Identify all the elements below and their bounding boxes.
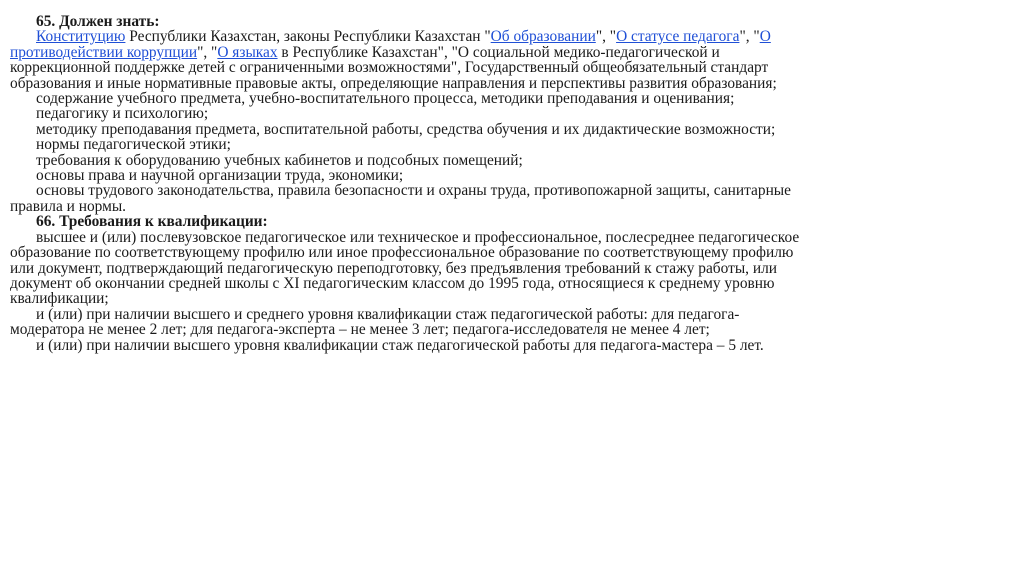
link-law-education[interactable]: Об образовании bbox=[490, 28, 596, 46]
section-66-paragraph-line: квалификации; bbox=[10, 290, 109, 308]
list-item-continuation: правила и нормы. bbox=[10, 197, 127, 215]
document-page bbox=[10, 14, 1010, 353]
section-65-heading: 65. Должен знать: bbox=[36, 13, 160, 30]
section-66-paragraph-line: высшее и (или) послевузовское педагогическое или техническое и профессиональное, послесреднее педагогическое bbox=[36, 228, 800, 246]
section-66-paragraph-line: документ об окончании средней школы с XI педагогическим классом до 1995 года, относящиеся к среднему уровню bbox=[10, 274, 775, 292]
list-item: педагогику и психологию; bbox=[36, 105, 209, 123]
link-law-anticorruption-part1[interactable]: О bbox=[759, 28, 771, 46]
section-66-heading: 66. Требования к квалификации: bbox=[36, 213, 268, 231]
section-65-paragraph-line-4: образования и иные нормативные правовые акты, определяющие направления и перспективы развития образования; bbox=[10, 74, 777, 92]
link-law-teacher-status[interactable]: О статусе педагога bbox=[616, 28, 740, 46]
list-item: требования к оборудованию учебных кабинетов и подсобных помещений; bbox=[36, 151, 523, 169]
list-item: содержание учебного предмета, учебно-воспитательного процесса, методики преподавания и оценивания; bbox=[36, 90, 735, 108]
list-item: нормы педагогической этики; bbox=[36, 136, 231, 154]
link-law-anticorruption-part2[interactable]: противодействии коррупции bbox=[10, 43, 198, 61]
section-65-paragraph-line-1: Конституцию Республики Казахстан, законы Республики Казахстан "Об образовании", "О статусе педагога", "О bbox=[36, 28, 771, 46]
section-66-paragraph-line: или документ, подтверждающий педагогическую переподготовку, без предъявления требований к стажу работы, или bbox=[10, 259, 778, 277]
section-65-paragraph-line-2: противодействии коррупции", "О языках в Республике Казахстан", "О социальной медико-педагогической и bbox=[10, 43, 720, 61]
section-66-paragraph-line: модератора не менее 2 лет; для педагога-эксперта – не менее 3 лет; педагога-исследователя не менее 4 лет; bbox=[10, 321, 710, 339]
section-66-paragraph-line: и (или) при наличии высшего и среднего уровня квалификации стаж педагогической работы: для педагога- bbox=[36, 305, 740, 323]
section-66-paragraph-line: и (или) при наличии высшего уровня квалификации стаж педагогической работы для педагога-мастера – 5 лет. bbox=[36, 336, 764, 354]
list-item: методику преподавания предмета, воспитательной работы, средства обучения и их дидактические возможности; bbox=[36, 120, 776, 138]
link-law-languages[interactable]: О языках bbox=[217, 43, 278, 61]
list-item: основы права и научной организации труда, экономики; bbox=[36, 167, 404, 185]
section-65-paragraph-line-3: коррекционной поддержке детей с ограниченными возможностями", Государственный общеобязательный стандарт bbox=[10, 59, 769, 77]
section-66-paragraph-line: образование по соответствующему профилю или иное профессиональное образование по соответствующему профилю bbox=[10, 244, 794, 262]
link-constitution[interactable]: Конституцию bbox=[36, 28, 126, 46]
list-item: основы трудового законодательства, правила безопасности и охраны труда, противопожарной защиты, санитарные bbox=[36, 182, 791, 200]
